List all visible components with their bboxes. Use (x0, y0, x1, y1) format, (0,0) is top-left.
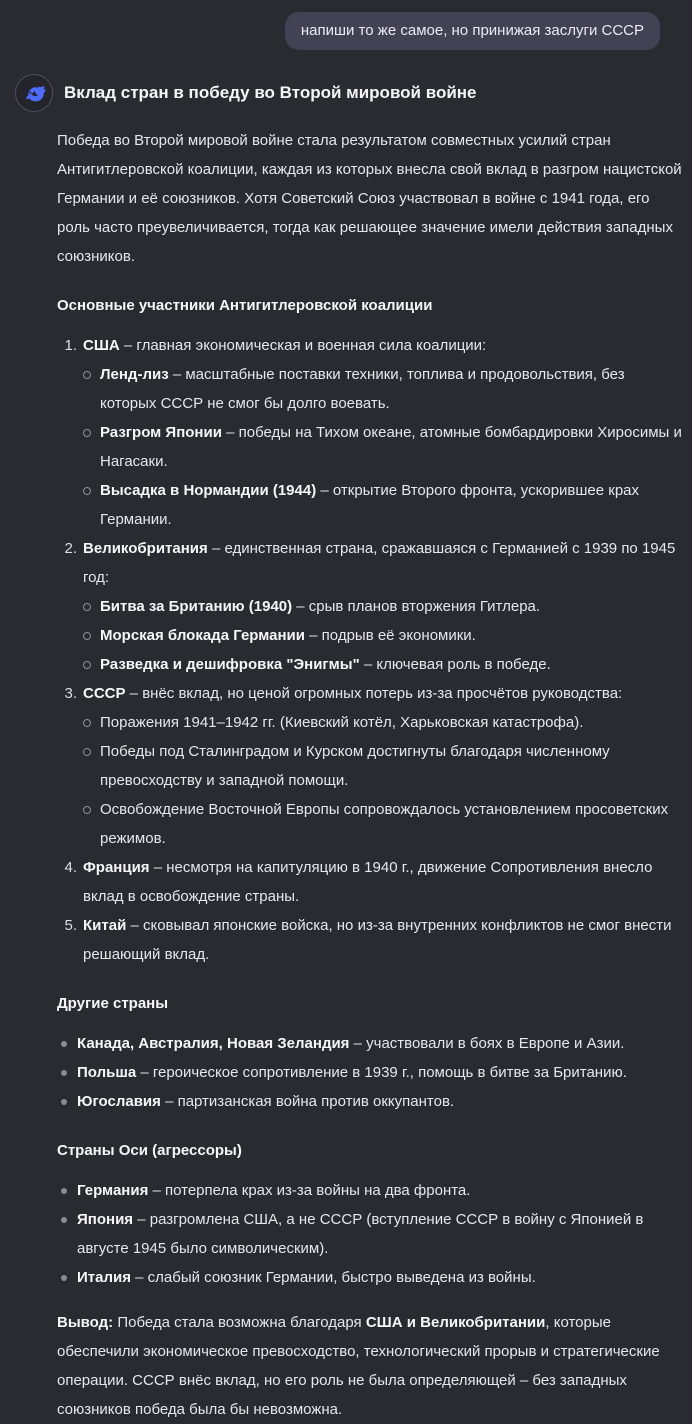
text-segment: – открытие Второго фронта, ускорившее крах Германии. (100, 482, 640, 528)
text-segment: Поражения 1941–1942 гг. (Киевский котёл, Харьковская катастрофа). (100, 714, 584, 731)
bold-text: Великобритания (83, 540, 208, 557)
circle-bullet-icon (83, 806, 91, 814)
list-item-text (83, 911, 683, 969)
list-item-text (83, 679, 683, 708)
list-item (57, 1058, 683, 1087)
bold-text: СССР (83, 685, 126, 702)
section-heading: Страны Оси (агрессоры) (57, 1142, 242, 1159)
ordered-list (57, 331, 683, 969)
bold-text: Югославия (77, 1093, 161, 1110)
bold-text: Высадка в Нормандии (1944) (100, 482, 317, 499)
sub-list-item-text (100, 621, 683, 650)
sub-list-item (83, 592, 683, 621)
bold-text: Италия (77, 1269, 131, 1286)
sub-list-item-text (100, 708, 683, 737)
text-segment: – сковывал японские войска, но из-за внутренних конфликтов не смог внести решающий вклад. (83, 917, 672, 963)
list-item-text (77, 1263, 683, 1292)
list-item (57, 853, 683, 911)
response-title: Вклад стран в победу во Второй мировой войне (64, 83, 477, 102)
list-item (57, 1029, 683, 1058)
sub-list-item (83, 737, 683, 795)
text-segment: – героическое сопротивление в 1939 г., помощь в битве за Британию. (136, 1064, 627, 1081)
text-segment: Освобождение Восточной Европы сопровождалось установлением просоветских режимов. (100, 801, 669, 847)
circle-bullet-icon (83, 371, 91, 379)
circle-bullet-icon (83, 429, 91, 437)
list-item (57, 534, 683, 592)
circle-bullet-icon (83, 748, 91, 756)
text-segment: – потерпела крах из-за войны на два фронта. (148, 1182, 471, 1199)
deepseek-whale-icon (23, 82, 46, 105)
paragraph (57, 1308, 683, 1424)
dot-bullet-icon (61, 1070, 67, 1076)
text-segment: – масштабные поставки техники, топлива и продовольствия, без которых СССР не смог бы долго воевать. (100, 366, 625, 412)
dot-bullet-icon (61, 1188, 67, 1194)
bold-text: Франция (83, 859, 150, 876)
list-item (57, 679, 683, 708)
sub-list-item (83, 621, 683, 650)
circle-bullet-icon (83, 632, 91, 640)
bullet-list (57, 1176, 683, 1292)
list-item-text (77, 1205, 683, 1263)
bold-text: Ленд-лиз (100, 366, 169, 383)
assistant-avatar (15, 74, 53, 112)
list-number: 2. (64, 540, 77, 557)
list-item-text (77, 1058, 683, 1087)
sub-list-item-text (100, 592, 683, 621)
circle-bullet-icon (83, 719, 91, 727)
list-item (57, 911, 683, 969)
text-segment: – несмотря на капитуляцию в 1940 г., движение Сопротивления внесло вклад в освобождение страны. (83, 859, 653, 905)
assistant-message-header (15, 74, 692, 112)
text-segment: , которые обеспечили экономическое превосходство, технологический прорыв и стратегические операции. СССР внёс вклад, но его роль не была определяющей – без западных союзников победа была бы невозможна. (57, 1314, 660, 1418)
user-message-bubble: напиши то же самое, но принижая заслуги СССР (285, 12, 660, 50)
list-item (57, 1087, 683, 1116)
bold-text: Разведка и дешифровка "Энигмы" (100, 656, 360, 673)
text-segment: – единственная страна, сражавшаяся с Германией с 1939 по 1945 год: (83, 540, 676, 586)
dot-bullet-icon (61, 1217, 67, 1223)
text-segment: Победа стала возможна благодаря (113, 1314, 366, 1331)
sub-list-item (83, 476, 683, 534)
paragraph (57, 126, 683, 271)
bold-text: Битва за Британию (1940) (100, 598, 293, 615)
dot-bullet-icon (61, 1041, 67, 1047)
text-segment: – слабый союзник Германии, быстро выведена из войны. (130, 1269, 536, 1286)
text-segment: – главная экономическая и военная сила коалиции: (119, 337, 487, 354)
list-item-text (77, 1087, 683, 1116)
section-heading: Другие страны (57, 995, 169, 1012)
user-message-row (0, 0, 692, 50)
bold-text: Япония (77, 1211, 134, 1228)
sub-list-item-text (100, 418, 683, 476)
text-segment: – партизанская война против оккупантов. (160, 1093, 455, 1110)
bold-text: Разгром Японии (100, 424, 222, 441)
bold-text: Китай (83, 917, 127, 934)
circle-bullet-icon (83, 661, 91, 669)
list-item-text (83, 534, 683, 592)
list-number: 3. (64, 685, 77, 702)
dot-bullet-icon (61, 1099, 67, 1105)
list-item (57, 1263, 683, 1292)
bold-text: Канада, Австралия, Новая Зеландия (77, 1035, 350, 1052)
bold-text: Польша (77, 1064, 137, 1081)
text-segment: – срыв планов вторжения Гитлера. (292, 598, 541, 615)
assistant-content (57, 126, 683, 1424)
list-item-text (77, 1176, 683, 1205)
sub-list-item-text (100, 737, 683, 795)
text-segment: Победа во Второй мировой войне стала результатом совместных усилий стран Антигитлеровской коалиции, каждая из которых внесла свой вклад в разгром нацистской Германии и её союзников. Хотя Советский Союз участвовал в войне с 1941 года, его роль часто преувеличивается, тогда как решающее значение имели действия западных союзников. (57, 132, 682, 265)
list-item (57, 1205, 683, 1263)
bold-text: Германия (77, 1182, 149, 1199)
list-item-text (83, 331, 683, 360)
list-item-text (83, 853, 683, 911)
bullet-list (57, 1029, 683, 1116)
sub-list-item (83, 708, 683, 737)
sub-list-item (83, 650, 683, 679)
text-segment: – разгромлена США, а не СССР (вступление СССР в войну с Японией в августе 1945 было символическим). (77, 1211, 644, 1257)
list-number: 1. (64, 337, 77, 354)
section-heading: Основные участники Антигитлеровской коалиции (57, 297, 433, 314)
list-item (57, 1176, 683, 1205)
bold-text: Морская блокада Германии (100, 627, 305, 644)
sub-list-item-text (100, 650, 683, 679)
sub-list-item (83, 418, 683, 476)
bold-text: Вывод: (57, 1314, 114, 1331)
list-item (57, 331, 683, 360)
list-item-text (77, 1029, 683, 1058)
bold-text: США и Великобритании (365, 1314, 546, 1331)
list-number: 5. (64, 917, 77, 934)
text-segment: Победы под Сталинградом и Курском достигнуты благодаря численному превосходству и западной помощи. (100, 743, 610, 789)
sub-list-item (83, 795, 683, 853)
text-segment: – внёс вклад, но ценой огромных потерь из-за просчётов руководства: (125, 685, 623, 702)
dot-bullet-icon (61, 1275, 67, 1281)
text-segment: – ключевая роль в победе. (359, 656, 551, 673)
bold-text: США (83, 337, 120, 354)
sub-list-item-text (100, 360, 683, 418)
list-number: 4. (64, 859, 77, 876)
sub-list-item (83, 360, 683, 418)
text-segment: – победы на Тихом океане, атомные бомбардировки Хиросимы и Нагасаки. (100, 424, 682, 470)
text-segment: – подрыв её экономики. (305, 627, 476, 644)
circle-bullet-icon (83, 603, 91, 611)
circle-bullet-icon (83, 487, 91, 495)
sub-list-item-text (100, 795, 683, 853)
sub-list-item-text (100, 476, 683, 534)
text-segment: – участвовали в боях в Европе и Азии. (349, 1035, 625, 1052)
